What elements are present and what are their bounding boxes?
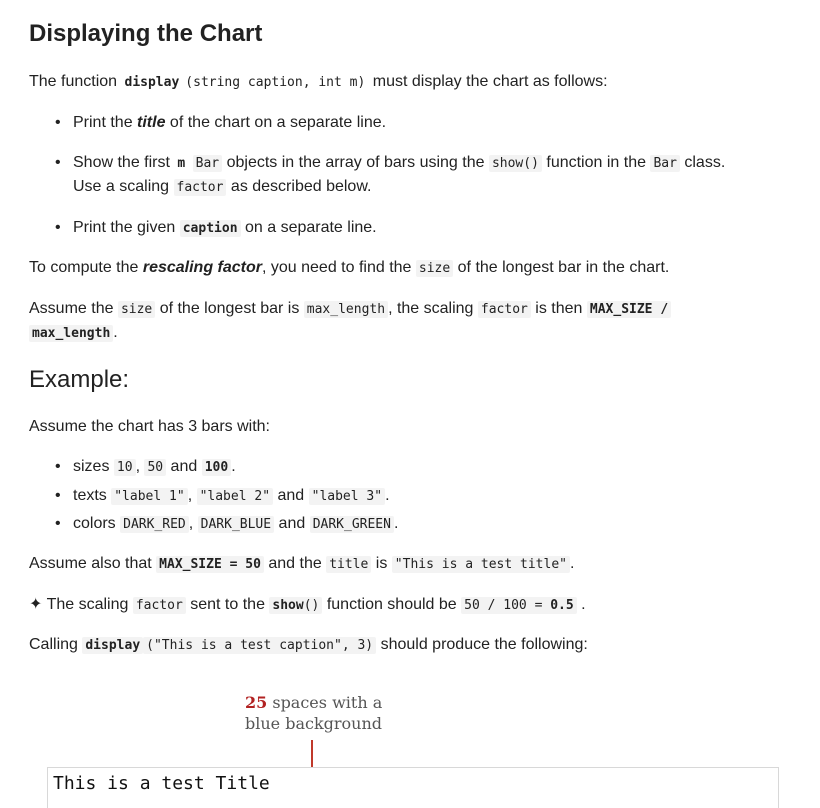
intro-text-end: must display the chart as follows: [368,73,608,90]
bullet-dot: • [55,219,61,236]
list-item: • Print the title of the chart on a separate line. [73,111,386,135]
list-item: • sizes 10 , 50 and 100 . [73,455,236,480]
list-item-continuation: Use a scaling factor as described below. [73,178,372,195]
list-item: • colors DARK_RED , DARK_BLUE and DARK_GREEN . [73,512,398,537]
bullet-dot: • [55,458,61,475]
bullet-dot: • [55,515,61,532]
fn-signature: (string caption, int m) [185,75,366,90]
bullet-dot: • [55,154,61,171]
bullet-dot: • [55,487,61,504]
compute-paragraph: To compute the rescaling factor, you need to find the size of the longest bar in the chart. [29,259,670,276]
page-title: Displaying the Chart [29,20,263,47]
output-first-line: This is a test Title [53,773,270,794]
scaling-paragraph: ✦ The scaling factor sent to the show() function should be 50 / 100 = 0.5 . [29,596,586,613]
calling-paragraph: Calling display ("This is a test caption", 3) should produce the following: [29,636,588,653]
intro-text: The function [29,73,122,90]
example-heading: Example: [29,366,130,393]
intro-paragraph [29,70,608,95]
list-item: • Show the first m Bar objects in the array of bars using the show() function in the Bar class. [73,151,725,176]
assume-paragraph: Assume the size of the longest bar is max_length , the scaling factor is then MAX_SIZE / [29,297,671,322]
fn-display: display [124,75,180,90]
list-item: • Print the given caption on a separate line. [73,216,377,241]
emphasis-title: title [137,114,166,131]
bullet-dot: • [55,114,61,131]
assume-chart-text: Assume the chart has 3 bars with: [29,418,270,435]
annotation-note: 25 spaces with a blue background [245,693,383,733]
star-icon: ✦ [29,596,43,613]
emphasis-rescaling: rescaling factor [142,259,262,276]
assume-paragraph-line2: max_length . [29,321,118,346]
list-item: • texts "label 1" , "label 2" and "label 3" . [73,484,390,509]
assume-also-paragraph: Assume also that MAX_SIZE = 50 and the title is "This is a test title" . [29,555,575,572]
